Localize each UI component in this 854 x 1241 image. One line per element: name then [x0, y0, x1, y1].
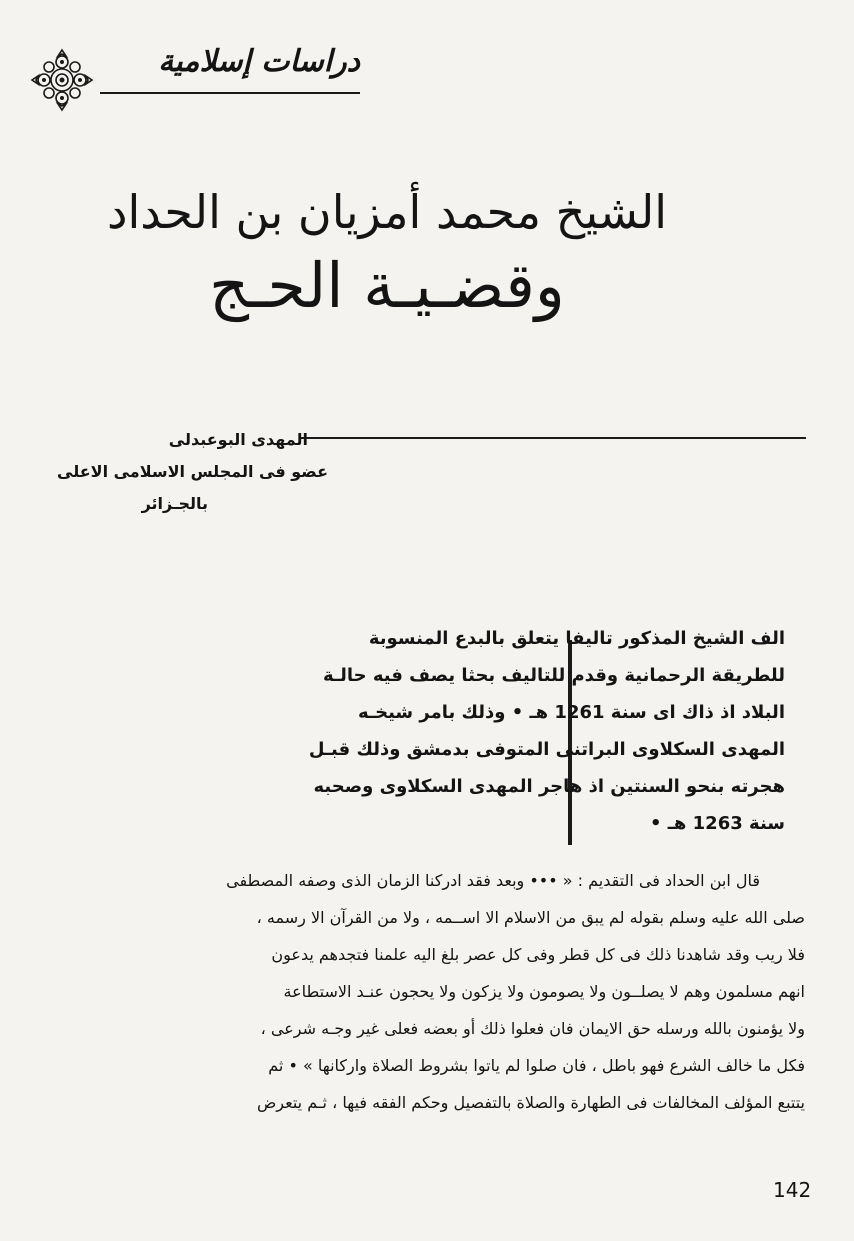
floral-ornament-icon: [30, 48, 94, 112]
series-header: [30, 40, 360, 110]
author-divider: [300, 437, 806, 439]
author-affiliation: عضو فى المجلس الاسلامى الاعلى: [57, 462, 328, 481]
body-line: قال ابن الحداد فى التقديم : « ••• وبعد فقد ادركنا الزمان الذى وصفه المصطفى: [226, 871, 760, 890]
abstract-line: للطريقة الرحمانية وقدم للتاليف بحثا يصف فيه حالـة: [323, 665, 785, 686]
abstract: [190, 620, 785, 842]
author-name: المهدى البوعبدلى: [168, 430, 308, 449]
title-line-1: الشيخ محمد أمزيان بن الحداد: [106, 185, 668, 239]
author-location: بالجـزائر: [141, 494, 208, 513]
abstract-line: البلاد اذ ذاك اى سنة 1261 هـ • وذلك بامر شيخـه: [358, 702, 785, 723]
body-line: فلا ريب وقد شاهدنا ذلك فى كل قطر وفى كل عصر بلغ اليه علمنا فتجدهم يدعون: [271, 945, 805, 964]
abstract-line: سنة 1263 هـ •: [649, 813, 785, 834]
body-line: صلى الله عليه وسلم بقوله لم يبق من الاسلام الا اســمه ، ولا من القرآن الا رسمه ،: [256, 908, 805, 927]
author-block: [38, 424, 328, 520]
page-number: 142: [773, 1178, 812, 1202]
abstract-line: هجرته بنحو السنتين اذ هاجر المهدى السكلاوى وصحبه: [313, 776, 785, 797]
body-line: ولا يؤمنون بالله ورسله حق الايمان فان فعلوا ذلك أو بعضه فعلى غير وجـه شرعى ،: [260, 1019, 805, 1038]
body-line: يتتبع المؤلف المخالفات فى الطهارة والصلاة بالتفصيل وحكم الفقه فيها ، ثـم يتعرض: [256, 1093, 805, 1112]
article-title: [100, 180, 674, 328]
abstract-line: الف الشيخ المذكور تاليفا يتعلق بالبدع المنسوبة: [368, 628, 785, 649]
series-title: دراسات إسلامية: [158, 44, 360, 79]
body-text: [50, 862, 805, 1121]
header-divider: [100, 92, 360, 94]
abstract-line: المهدى السكلاوى البراتنى المتوفى بدمشق وذلك قبـل: [308, 739, 785, 760]
body-line: انهم مسلمون وهم لا يصلــون ولا يصومون ولا يزكون ولا يحجون عنـد الاستطاعة: [283, 982, 805, 1001]
title-line-2: وقضـيـة الحـج: [209, 249, 565, 322]
body-line: فكل ما خالف الشرع فهو باطل ، فان صلوا لم ياتوا بشروط الصلاة واركانها » • ثم: [268, 1056, 805, 1075]
